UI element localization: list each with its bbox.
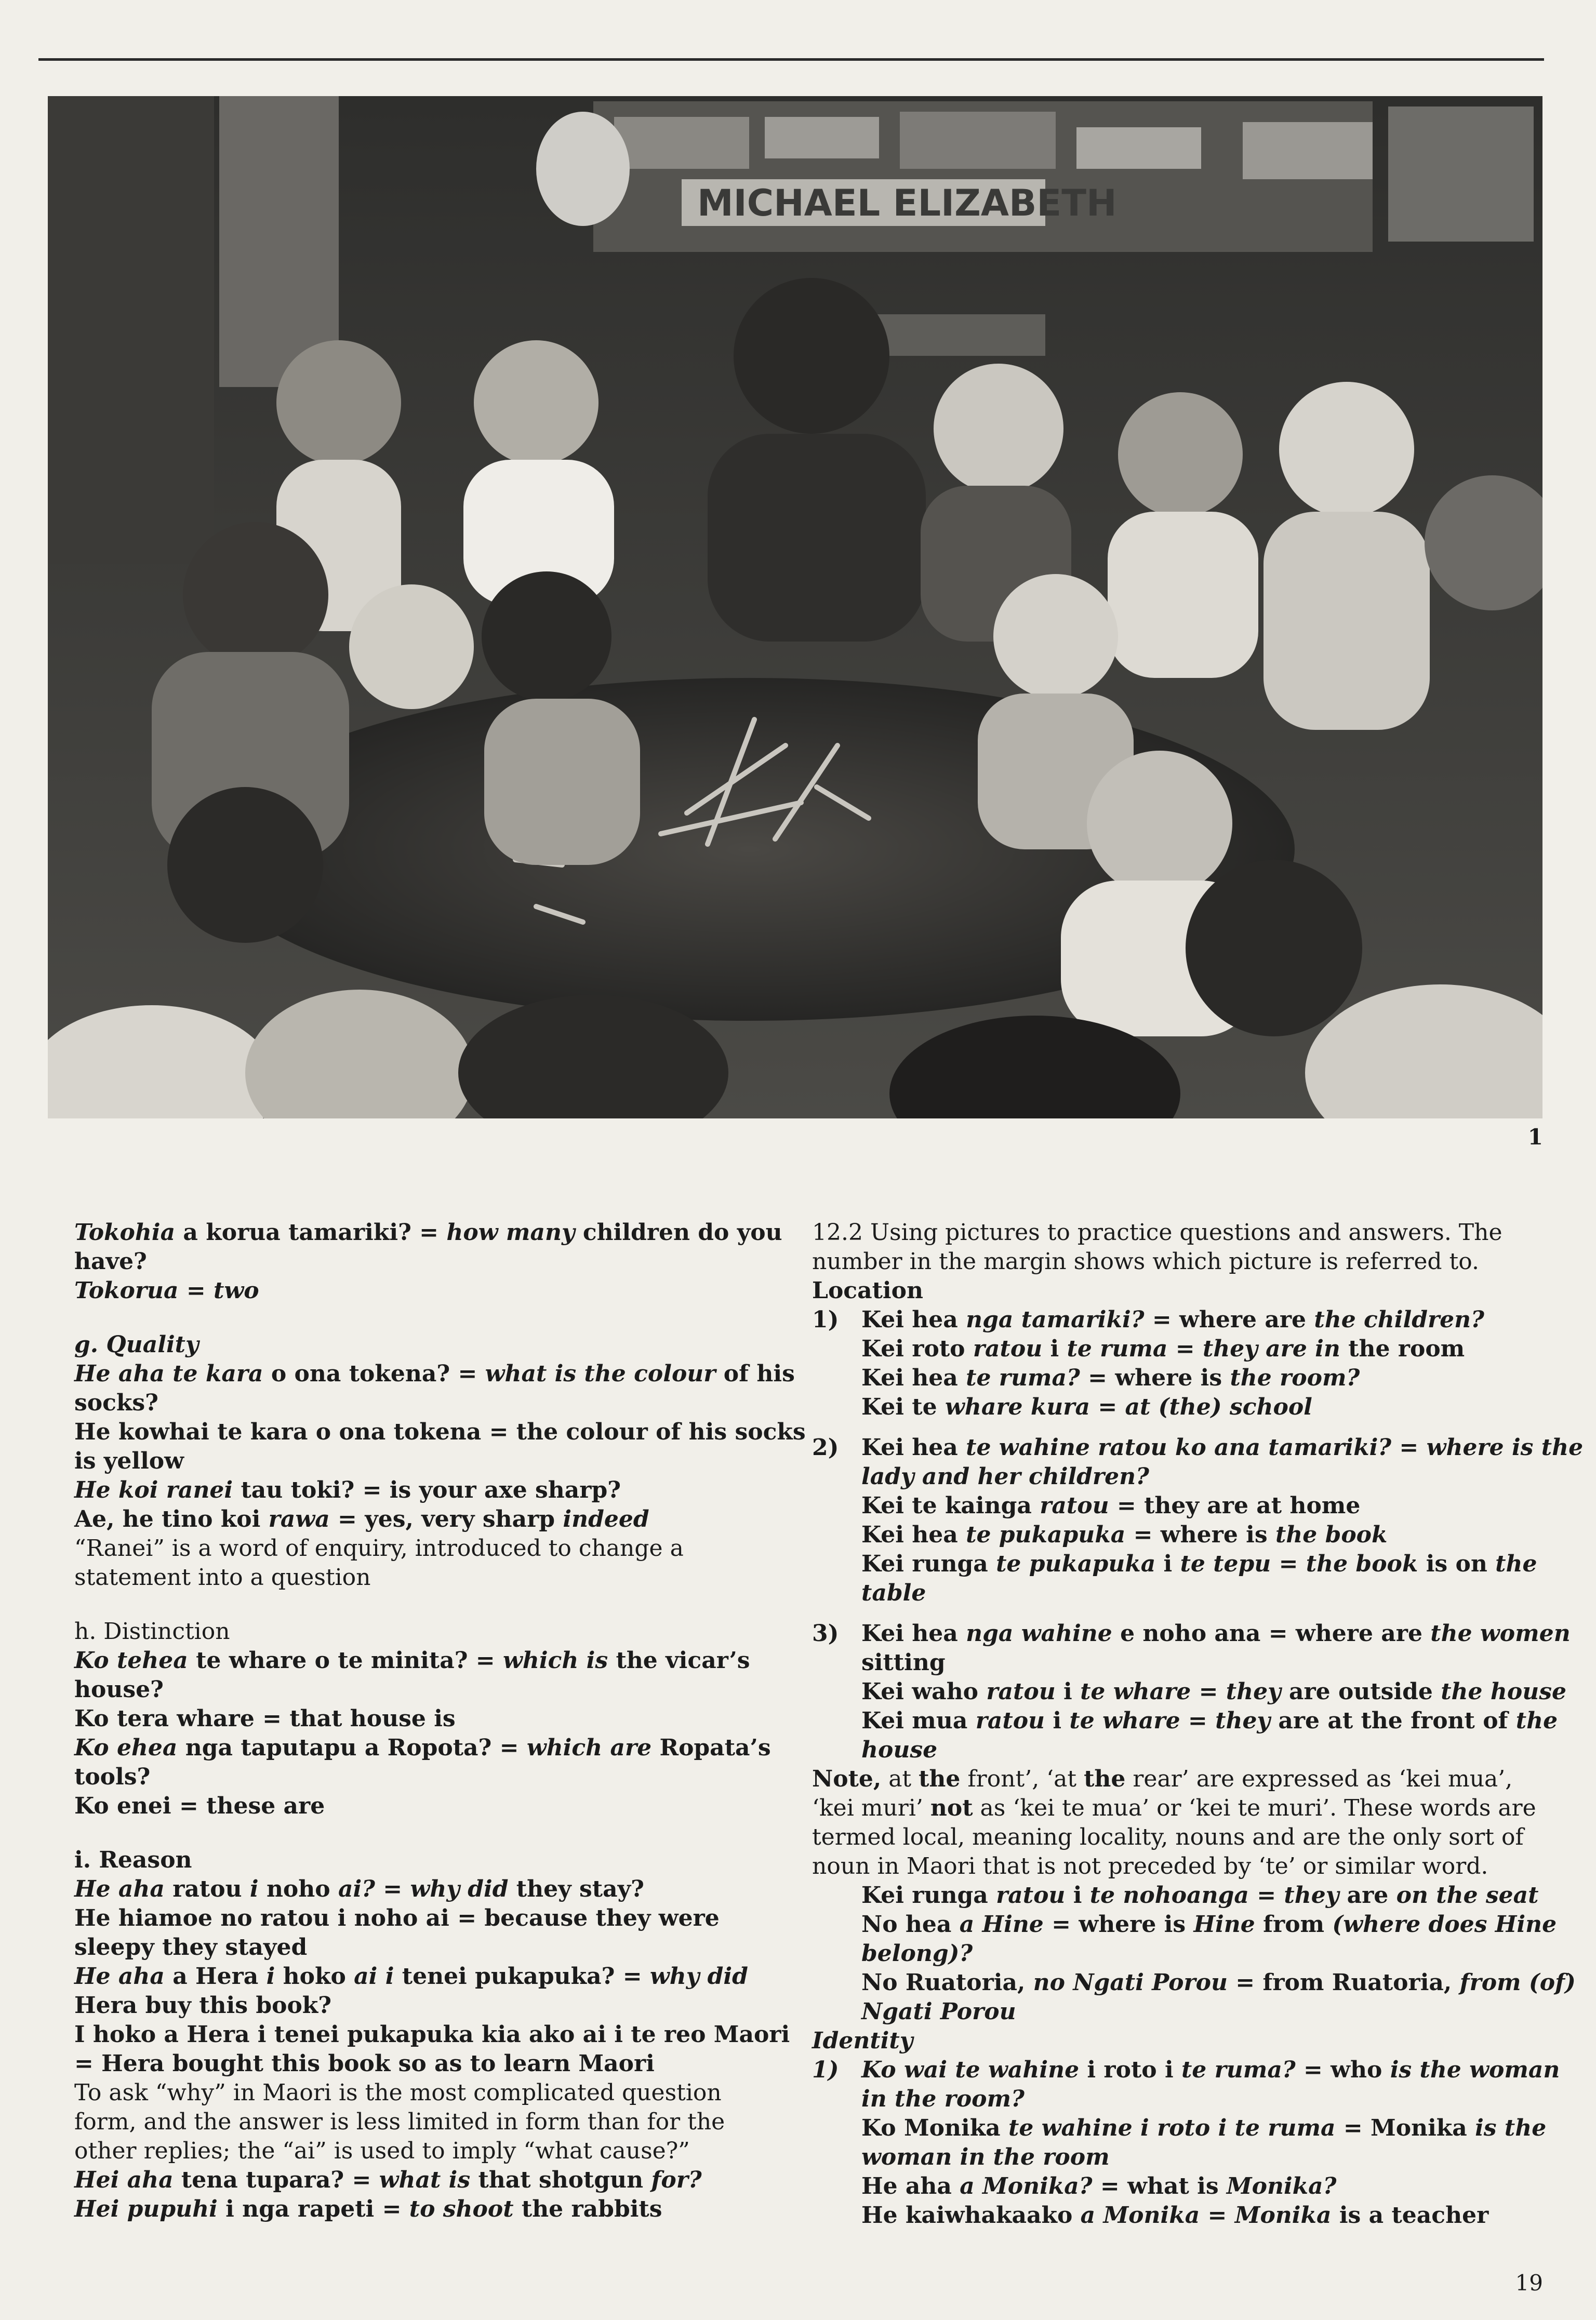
right-column [812,1218,1584,2230]
item-number: 3) [812,1620,839,1647]
example-item-identity-1: 1) Ko wai te wahine i roto i te ruma? = who is the woman in the room? Ko Monika te wahine i roto i te ruma = Monika is the woman in the room He aha a Monika? = what is Monika? He kaiwhakaako a Monika = Monika is a teacher [812,2057,1560,2229]
left-column [74,1218,806,2224]
left-line: other replies; the “ai” is used to imply “what cause?” [74,2138,690,2164]
left-line: Hei aha tena tupara? = what is that shotgun for? [74,2167,702,2193]
note-line: ‘kei muri’ not as ‘kei te mua’ or ‘kei te muri’. These words are [812,1795,1536,1821]
top-rule [38,58,1544,61]
left-line: is yellow [74,1448,184,1474]
left-line: To ask “why” in Maori is the most complicated question [74,2079,722,2106]
item-number: 1) [812,2057,839,2083]
item-number: 2) [812,1434,839,1461]
picture-number: 1 [1527,1124,1543,1150]
left-line: Tokorua = two [74,1277,259,1304]
left-line: He hiamoe no ratou i noho ai = because they were [74,1905,720,1931]
item-number: 1) [812,1306,839,1333]
left-line: Ko ehea nga taputapu a Ropota? = which are Ropata’s [74,1735,771,1761]
left-line: He aha a Hera i hoko ai i tenei pukapuka? = why did [74,1963,748,1990]
section-heading-location: Location [812,1277,923,1304]
photo-sign: MICHAEL ELIZABETH [697,182,1117,224]
right-line: 12.2 Using pictures to practice questions and answers. The [812,1219,1502,1246]
left-line: Ko tera whare = that house is [74,1705,456,1732]
photo-illustration [48,96,1542,1118]
left-line: Hera buy this book? [74,1992,332,2019]
left-line: “Ranei” is a word of enquiry, introduced to change a [74,1535,684,1562]
section-heading-distinction: h. Distinction [74,1618,230,1645]
note-examples: Kei runga ratou i te nohoanga = they are on the seat No hea a Hine = where is Hine from (where does Hine belong)? No Ruatoria, no Ngati Porou = from Ruatoria, from (of) Ngati Porou [861,1882,1576,2025]
left-line: I hoko a Hera i tenei pukapuka kia ako ai i te reo Maori [74,2021,790,2048]
example-item-2: 2) Kei hea te wahine ratou ko ana tamariki? = where is the lady and her children? Kei te kainga ratou = they are at home Kei hea te pukapuka = where is the book Kei runga te pukapuka i te tepu = the book is on the table [812,1434,1584,1606]
example-item-3: 3) Kei hea nga wahine e noho ana = where are the women sitting Kei waho ratou i te whare = they are outside the house Kei mua ratou i te whare = they are at the front of the house [812,1620,1571,1763]
left-line: have? [74,1248,147,1275]
left-line: house? [74,1676,164,1703]
section-heading-reason: i. Reason [74,1847,192,1873]
left-line: socks? [74,1390,158,1416]
note-line: noun in Maori that is not preceded by ‘te’ or similar word. [812,1853,1488,1879]
left-line: He kowhai te kara o ona tokena = the colour of his socks [74,1419,806,1445]
left-line: Ko tehea te whare o te minita? = which is the vicar’s [74,1647,750,1674]
left-line: form, and the answer is less limited in form than for the [74,2109,725,2135]
left-line: Tokohia a korua tamariki? = how many children do you [74,1219,782,1246]
left-line: Ae, he tino koi rawa = yes, very sharp indeed [74,1506,649,1532]
left-line: He koi ranei tau toki? = is your axe sharp? [74,1477,621,1503]
left-line: = Hera bought this book so as to learn Maori [74,2050,655,2077]
left-line: Hei pupuhi i nga rapeti = to shoot the rabbits [74,2196,662,2222]
note-line: termed local, meaning locality, nouns and are the only sort of [812,1824,1524,1850]
left-line: He aha te kara o ona tokena? = what is the colour of his [74,1361,795,1387]
left-line: sleepy they stayed [74,1934,308,1961]
section-heading-quality: g. Quality [74,1331,199,1358]
left-line: statement into a question [74,1564,371,1591]
note-line: Note, at the front’, ‘at the rear’ are expressed as ‘kei mua’, [812,1766,1513,1792]
section-heading-identity: Identity [812,2028,913,2054]
example-item-1: 1) Kei hea nga tamariki? = where are the children? Kei roto ratou i te ruma = they are in the room Kei hea te ruma? = where is the room? Kei te whare kura = at (the) school [812,1306,1484,1420]
left-line: Ko enei = these are [74,1793,325,1819]
right-line: number in the margin shows which picture is referred to. [812,1248,1479,1275]
classroom-photo [48,96,1542,1118]
left-line: tools? [74,1764,151,1790]
page-number: 19 [1515,2270,1543,2296]
left-line: He aha ratou i noho ai? = why did they stay? [74,1876,644,1902]
